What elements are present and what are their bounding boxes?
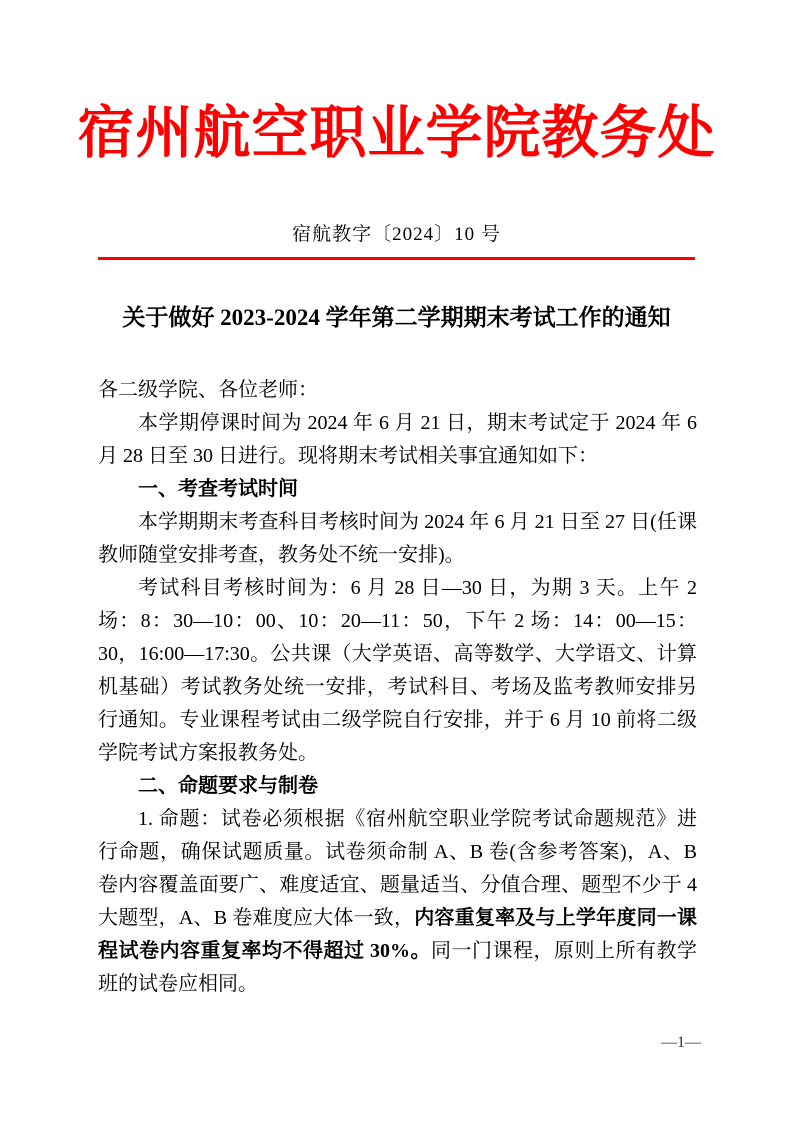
bold-text-segment: 二、命题要求与制卷 bbox=[138, 775, 318, 798]
text-segment: 1. 命题：试卷必须根据《宿州航空职业学院考试命题规范》进行命题，确保试题质量。试卷须命制 A、B 卷(含参考答案)，A、B 卷内容覆盖面要广、难度适宜、题量适当、分值合理、题型不少于 4 大题型，A、B 卷难度应大体一致， bbox=[98, 808, 697, 930]
body-paragraph bbox=[98, 803, 697, 1001]
bold-text-segment: 一、考查考试时间 bbox=[138, 478, 298, 501]
body-paragraph bbox=[98, 572, 697, 770]
page-number: —1— bbox=[661, 1034, 701, 1051]
org-title: 宿州航空职业学院教务处 bbox=[77, 102, 716, 165]
section-heading bbox=[98, 473, 697, 506]
doc-number: 宿航教字〔2024〕10 号 bbox=[292, 224, 501, 246]
notice-title: 关于做好 2023-2024 学年第二学期期末考试工作的通知 bbox=[122, 305, 671, 331]
section-heading bbox=[98, 770, 697, 803]
notice-body bbox=[98, 374, 697, 1001]
bold-text-segment: 内容重复率及与上学年度同一课程试卷内容重复率均不得超过 30%。 bbox=[98, 907, 697, 963]
text-segment: 本学期停课时间为 2024 年 6 月 21 日，期末考试定于 2024 年 6 月 28 日至 30 日进行。现将期末考试相关事宜通知如下： bbox=[98, 412, 697, 468]
text-segment: 各二级学院、各位老师： bbox=[98, 379, 318, 402]
text-segment: 同一门课程，原则上所有教学班的试卷应相同。 bbox=[98, 940, 697, 996]
body-paragraph bbox=[98, 374, 697, 407]
red-divider-line bbox=[98, 257, 695, 260]
text-segment: 考试科目考核时间为：6 月 28 日—30 日，为期 3 天。上午 2 场：8：30—10：00、10：20—11：50，下午 2 场：14：00—15：30，16:00—17:30。公共课（大学英语、高等数学、大学语文、计算机基础）考试教务处统一安排，考试科目、考场及监考教师安排另行通知。专业课程考试由二级学院自行安排，并于 6 月 10 前将二级学院考试方案报教务处。 bbox=[98, 577, 697, 765]
body-paragraph bbox=[98, 506, 697, 572]
body-paragraph bbox=[98, 407, 697, 473]
text-segment: 本学期期末考查科目考核时间为 2024 年 6 月 21 日至 27 日(任课教师随堂安排考查，教务处不统一安排)。 bbox=[98, 511, 697, 567]
